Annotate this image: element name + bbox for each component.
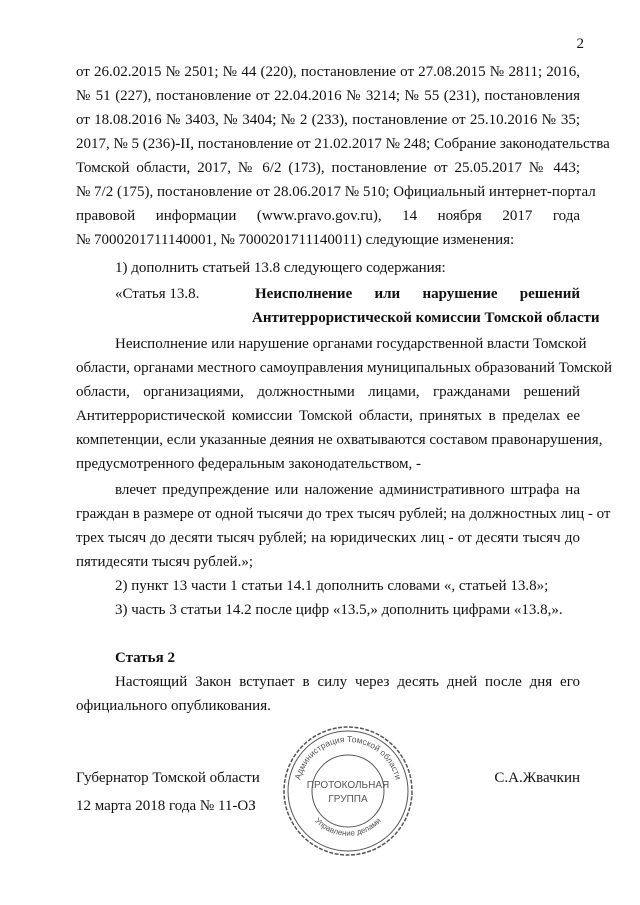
text-line: правовой информации (www.pravo.gov.ru), 14 ноября 2017 года	[76, 208, 580, 224]
article-13-8-label: «Статья 13.8.	[115, 286, 200, 302]
penalty-line: граждан в размере от одной тысячи до трех тысяч рублей; на должностных лиц - от	[76, 506, 611, 522]
article-2-heading: Статья 2	[115, 650, 175, 666]
text-line: № 51 (227), постановление от 22.04.2016 № 3214; № 55 (231), постановления	[76, 88, 580, 104]
stamp-inner-ring	[312, 755, 384, 827]
body-line: области, органами местного самоуправления муниципальных образований Томской	[76, 360, 613, 376]
stamp-inner-line1: ПРОТОКОЛЬНАЯ	[306, 780, 390, 791]
penalty-line: влечет предупреждение или наложение административного штрафа на	[115, 482, 580, 498]
stamp-bottom-text: Управление делами	[313, 816, 383, 838]
item-2: 2) пункт 13 части 1 статьи 14.1 дополнить словами «, статьей 13.8»;	[115, 578, 549, 594]
stamp-inner-line2: ГРУППА	[328, 794, 368, 805]
signature-name: С.А.Жвачкин	[494, 770, 580, 786]
official-stamp	[281, 724, 415, 858]
body-line: компетенции, если указанные деяния не охватываются составом правонарушения,	[76, 432, 603, 448]
article-13-8-heading	[115, 284, 580, 304]
signature-position: Губернатор Томской области	[76, 770, 260, 786]
body-line: предусмотренного федеральным законодательством, -	[76, 456, 422, 472]
text-line: от 26.02.2015 № 2501; № 44 (220), постановление от 27.08.2015 № 2811; 2016,	[76, 64, 580, 80]
penalty-line: пятидесяти тысяч рублей.»;	[76, 554, 253, 570]
item-1: 1) дополнить статьей 13.8 следующего содержания:	[115, 260, 446, 276]
page-number: 2	[576, 36, 584, 52]
text-line: Томской области, 2017, № 6/2 (173), постановление от 25.05.2017 № 443;	[76, 160, 580, 176]
penalty-line: трех тысяч до десяти тысяч рублей; на юридических лиц - от десяти тысяч до	[76, 530, 580, 546]
text-line: № 7/2 (175), постановление от 28.06.2017 № 510; Официальный интернет-портал	[76, 184, 596, 200]
article-2-line: официального опубликования.	[76, 698, 271, 714]
article-13-8-title-line1: Неисполнение или нарушение решений	[255, 286, 580, 302]
body-line: области, организациями, должностными лицами, гражданами решений	[76, 384, 580, 400]
text-line: № 7000201711140001, № 7000201711140011) следующие изменения:	[76, 232, 515, 248]
stamp-outer-text: Администрация Томской области	[292, 733, 404, 781]
article-2-line: Настоящий Закон вступает в силу через десять дней после дня его	[115, 674, 580, 690]
item-3: 3) часть 3 статьи 14.2 после цифр «13.5,» дополнить цифрами «13.8,».	[115, 602, 563, 618]
body-line: Неисполнение или нарушение органами государственной власти Томской	[115, 336, 587, 352]
signature-date: 12 марта 2018 года № 11-ОЗ	[76, 798, 256, 814]
body-line: Антитеррористической комиссии Томской области, принятых в пределах ее	[76, 408, 580, 424]
article-13-8-title-line2: Антитеррористической комиссии Томской области	[252, 310, 600, 326]
text-line: 2017, № 5 (236)-II, постановление от 21.02.2017 № 248; Собрание законодательства	[76, 136, 610, 152]
text-line: от 18.08.2016 № 3403, № 3404; № 2 (233), постановление от 25.10.2016 № 35;	[76, 112, 580, 128]
